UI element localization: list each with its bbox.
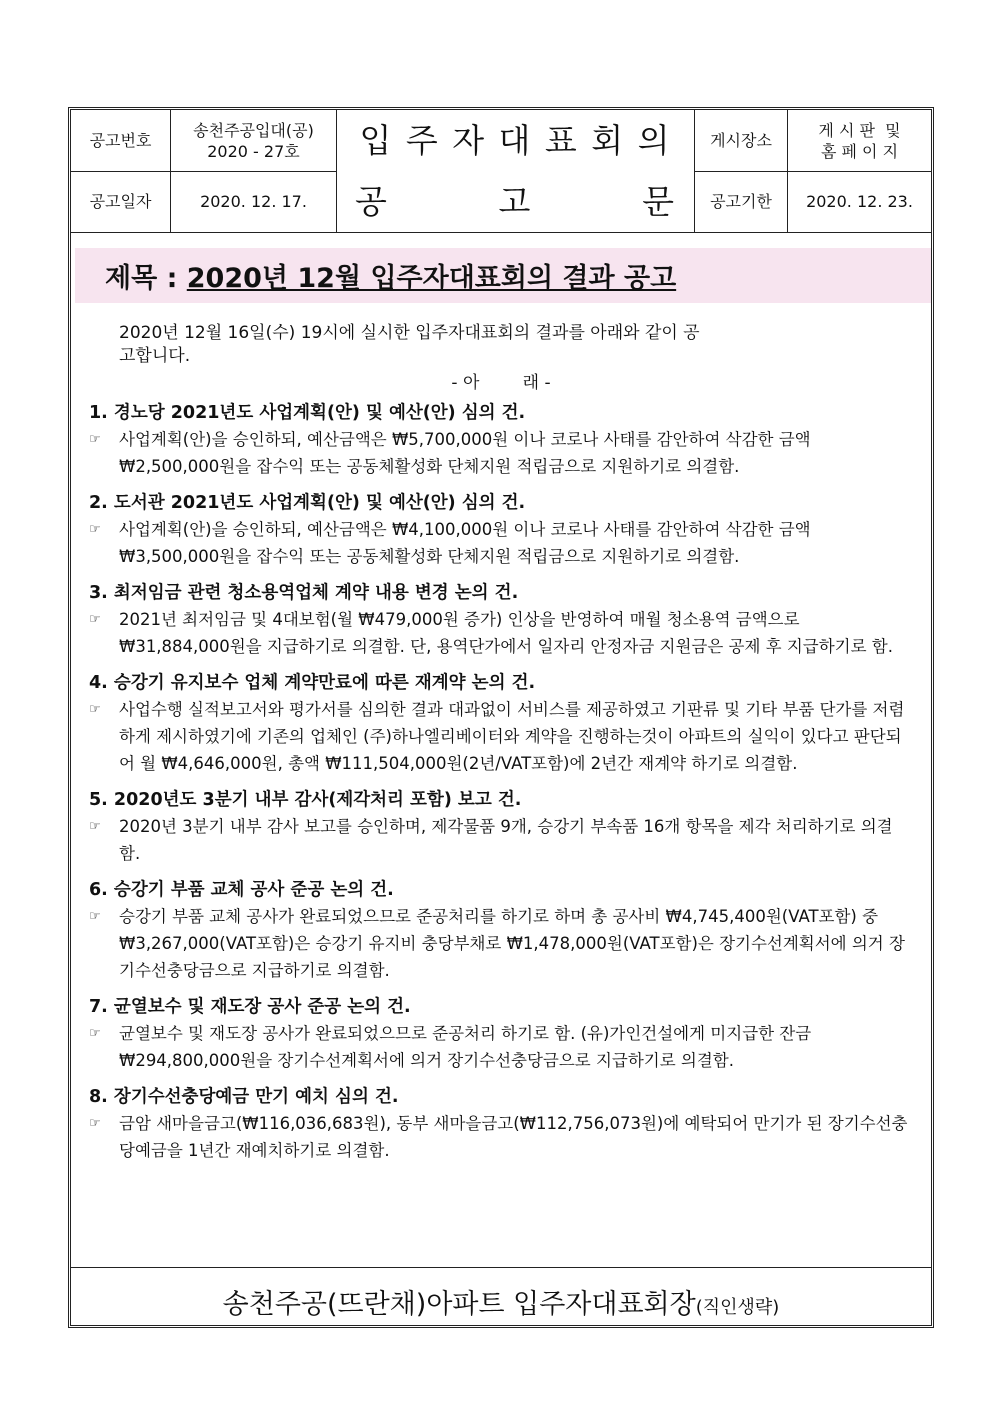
hand-pointing-icon: ☞	[89, 1026, 101, 1041]
post-place-label: 게시장소	[695, 110, 788, 171]
notice-no-value	[171, 110, 337, 171]
notice-date-label: 공고일자	[71, 171, 171, 232]
hand-pointing-icon: ☞	[89, 432, 101, 447]
agenda-item-title: 8. 장기수선충당예금 만기 예치 심의 건.	[89, 1087, 399, 1107]
agenda-item-body: 사업계획(안)을 승인하되, 예산금액은 ₩5,700,000원 이나 코로나 사태를 감안하여 삭감한 금액 ₩2,500,000원을 잡수익 또는 공동체활성화 단체지원 적립금으로 지원하기로 의결함.	[119, 430, 811, 476]
agenda-item-title: 1. 경노당 2021년도 사업계획(안) 및 예산(안) 심의 건.	[89, 403, 526, 423]
hand-pointing-icon: ☞	[89, 612, 101, 627]
intro-paragraph	[119, 322, 899, 368]
agenda-item-8	[89, 1084, 909, 1164]
agenda-item-title: 7. 균열보수 및 재도장 공사 준공 논의 건.	[89, 997, 411, 1017]
agenda-item-title: 4. 승강기 유지보수 업체 계약만료에 따른 재계약 논의 건.	[89, 673, 536, 693]
subject-label: 제목 :	[105, 263, 187, 294]
notice-frame	[68, 107, 934, 1328]
hand-pointing-icon: ☞	[89, 1116, 101, 1131]
notice-header-table	[71, 110, 931, 233]
agenda-item-title: 5. 2020년도 3분기 내부 감사(제각처리 포함) 보고 건.	[89, 790, 522, 810]
agenda-item-body: 2021년 최저임금 및 4대보험(월 ₩479,000원 증가) 인상을 반영하여 매월 청소용역 금액으로 ₩31,884,000원을 지급하기로 의결함. 단, 용역단가에서 일자리 안정자금 지원금은 공제 후 지급하기로 함.	[119, 610, 893, 656]
footer-divider	[71, 1267, 931, 1268]
notice-title-char-1: 공	[355, 182, 389, 221]
notice-title-char-2: 고	[498, 182, 533, 221]
agenda-item-body: 금암 새마을금고(₩116,036,683원), 동부 새마을금고(₩112,756,073원)에 예탁되어 만기가 된 장기수선충당예금을 1년간 재예치하기로 의결함.	[119, 1114, 908, 1160]
agenda-item-title: 3. 최저임금 관련 청소용역업체 계약 내용 변경 논의 건.	[89, 583, 519, 603]
intro-line-1: 2020년 12월 16일(수) 19시에 실시한 입주자대표회의 결과를 아래와 같이 공	[119, 323, 700, 343]
agenda-item-body: 사업수행 실적보고서와 평가서를 심의한 결과 대과없이 서비스를 제공하였고 기판류 및 기타 부품 단가를 저렴하게 제시하였기에 기존의 업체인 (주)하나엘리베이터와 계약을 진행하는것이 아파트의 실익이 있다고 판단되어 월 ₩4,646,000원, 총액 ₩111,504,000원(2년/VAT포함)에 2년간 재계약 하기로 의결함.	[119, 700, 905, 773]
notice-no-value-line-2: 2020 - 27호	[207, 141, 300, 161]
deadline-label: 공고기한	[695, 171, 788, 232]
signature-line	[71, 1282, 931, 1321]
agenda-item-body: 사업계획(안)을 승인하되, 예산금액은 ₩4,100,000원 이나 코로나 사태를 감안하여 삭감한 금액 ₩3,500,000원을 잡수익 또는 공동체활성화 단체지원 적립금으로 지원하기로 의결함.	[119, 520, 811, 566]
notice-title-char-3: 문	[642, 182, 676, 221]
notice-title-line-1: 입 주 자 대 표 회 의	[337, 110, 695, 171]
agenda-item-2	[89, 490, 909, 570]
hand-pointing-icon: ☞	[89, 909, 101, 924]
post-place-value-line-2: 홈 페 이 지	[820, 141, 899, 161]
agenda-list	[89, 400, 909, 1174]
hand-pointing-icon: ☞	[89, 522, 101, 537]
notice-no-label: 공고번호	[71, 110, 171, 171]
agenda-item-4	[89, 670, 909, 777]
agenda-item-body: 승강기 부품 교체 공사가 완료되었으므로 준공처리를 하기로 하며 총 공사비 ₩4,745,400원(VAT포함) 중 ₩3,267,000(VAT포함)은 승강기 유지비 충당부채로 ₩1,478,000원(VAT포함)은 장기수선계획서에 의거 장기수선충당금으로 지급하기로 의결함.	[119, 907, 905, 980]
intro-line-2: 고합니다.	[119, 346, 191, 366]
agenda-item-title: 2. 도서관 2021년도 사업계획(안) 및 예산(안) 심의 건.	[89, 493, 526, 513]
below-heading: - 아 래 -	[451, 373, 551, 393]
post-place-value	[788, 110, 931, 171]
subject-banner	[75, 248, 931, 303]
agenda-item-body: 2020년 3분기 내부 감사 보고를 승인하며, 제각물품 9개, 승강기 부속품 16개 항목을 제각 처리하기로 의결함.	[119, 817, 893, 863]
agenda-item-body: 균열보수 및 재도장 공사가 완료되었으므로 준공처리 하기로 함. (유)가인건설에게 미지급한 잔금 ₩294,800,000원을 장기수선계획서에 의거 장기수선충당금으로 지급하기로 의결함.	[119, 1024, 812, 1070]
hand-pointing-icon: ☞	[89, 819, 101, 834]
header-row-divider-right	[695, 171, 931, 172]
agenda-item-7	[89, 994, 909, 1074]
subject-text: 2020년 12월 입주자대표회의 결과 공고	[186, 263, 677, 294]
signature-seal-omitted: (직인생략)	[695, 1297, 780, 1318]
signature-main: 송천주공(뜨란채)아파트 입주자대표회장	[222, 1289, 696, 1320]
notice-no-value-line-1: 송천주공입대(공)	[193, 120, 314, 140]
notice-title-line-2	[337, 171, 695, 232]
agenda-item-6	[89, 877, 909, 984]
agenda-item-5	[89, 787, 909, 867]
notice-date-value: 2020. 12. 17.	[171, 171, 337, 232]
post-place-value-line-1: 게 시 판 및	[818, 120, 901, 140]
agenda-item-1	[89, 400, 909, 480]
deadline-value: 2020. 12. 23.	[806, 192, 913, 211]
agenda-item-title: 6. 승강기 부품 교체 공사 준공 논의 건.	[89, 880, 394, 900]
hand-pointing-icon: ☞	[89, 702, 101, 717]
agenda-item-3	[89, 580, 909, 660]
header-row-divider-left	[71, 171, 337, 172]
